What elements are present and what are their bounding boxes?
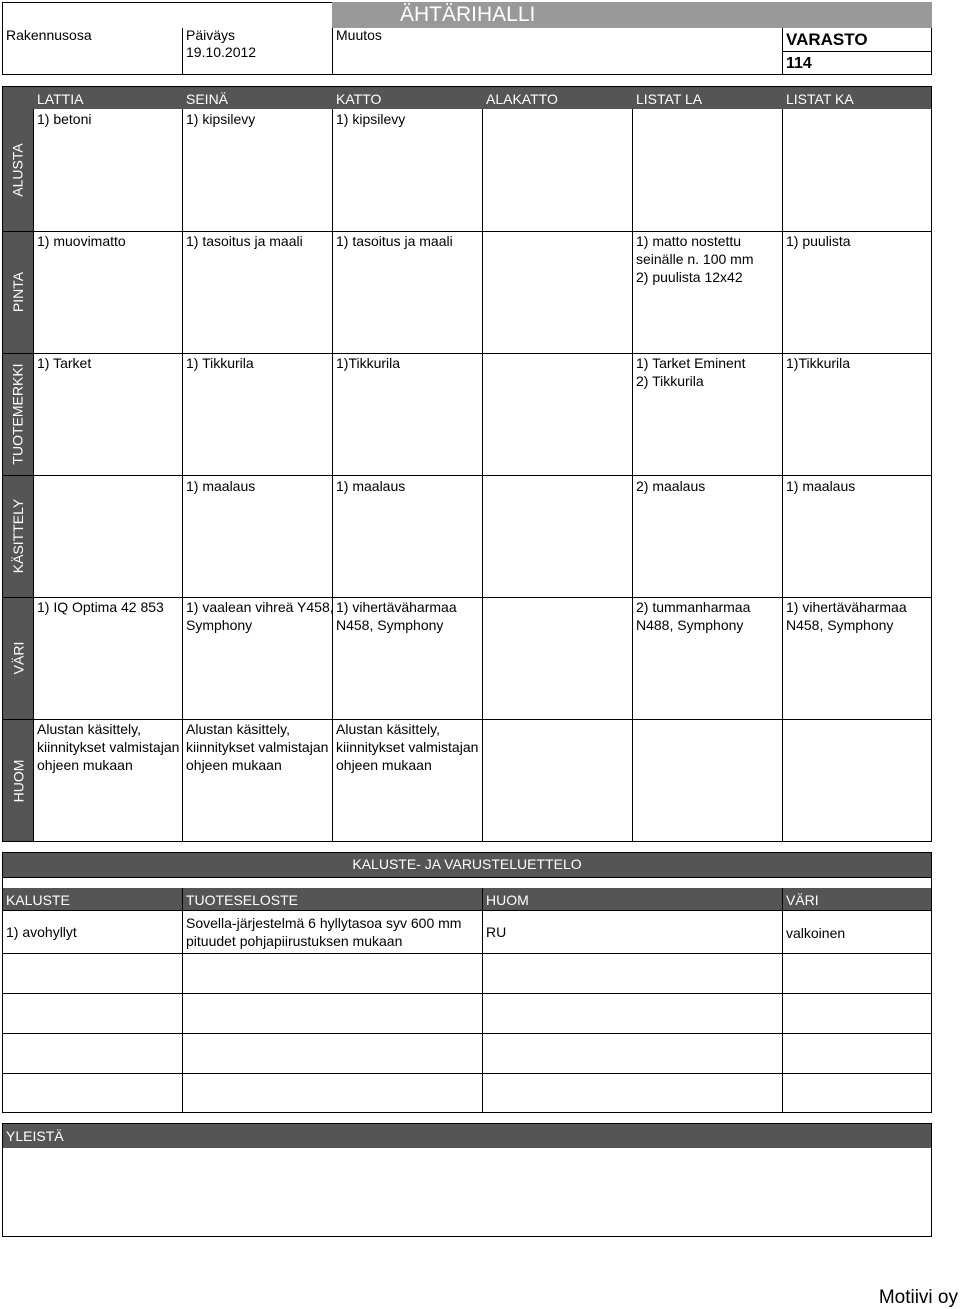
tuotemerkki-katto: 1)Tikkurila (336, 355, 401, 371)
pinta-listat-la: 1) matto nostettu seinälle n. 100 mm 2) puulista 12x42 (636, 233, 754, 285)
vari-seina: 1) vaalean vihreä Y458, Symphony (186, 599, 334, 633)
furniture-col-kaluste: KALUSTE (6, 892, 70, 908)
room-number: 114 (786, 55, 812, 72)
alusta-seina: 1) kipsilevy (186, 111, 256, 127)
col-header-seina: SEINÄ (186, 91, 229, 107)
huom-seina: Alustan käsittely, kiinnitykset valmistajan ohjeen mukaan (186, 721, 329, 773)
paivays-label: Päiväys (186, 27, 236, 43)
row-label-huom: HUOM (10, 759, 26, 802)
col-header-lattia: LATTIA (37, 91, 84, 107)
kasittely-listat-la: 2) maalaus (636, 478, 706, 494)
vari-lattia: 1) IQ Optima 42 853 (37, 599, 164, 615)
row-label-tuotemerkki: TUOTEMERKKI (10, 363, 26, 465)
furniture-col-vari: VÄRI (786, 892, 819, 908)
furniture-title: KALUSTE- JA VARUSTELUETTELO (352, 856, 582, 872)
alusta-lattia: 1) betoni (37, 111, 92, 127)
furniture-row-vari: valkoinen (786, 925, 846, 941)
pinta-lattia: 1) muovimatto (37, 233, 126, 249)
furniture-row-tuoteseloste: Sovella-järjestelmä 6 hyllytasoa syv 600 mm pituudet pohjapiirustuksen mukaan (186, 915, 462, 949)
kasittely-katto: 1) maalaus (336, 478, 406, 494)
paivays-value: 19.10.2012 (186, 44, 257, 60)
tuotemerkki-lattia: 1) Tarket (37, 355, 92, 371)
row-label-vari: VÄRI (10, 641, 26, 675)
col-header-listat-la: LISTAT LA (636, 91, 703, 107)
furniture-col-tuoteseloste: TUOTESELOSTE (186, 892, 299, 908)
furniture-row-huom: RU (486, 924, 507, 940)
furniture-col-huom: HUOM (486, 892, 529, 908)
pinta-katto: 1) tasoitus ja maali (336, 233, 453, 249)
kasittely-seina: 1) maalaus (186, 478, 256, 494)
vari-listat-ka: 1) vihertäväharmaa N458, Symphony (786, 599, 907, 633)
pinta-seina: 1) tasoitus ja maali (186, 233, 303, 249)
col-header-katto: KATTO (336, 91, 382, 107)
brand-footer: Motiivi oy (878, 1287, 958, 1308)
col-header-alakatto: ALAKATTO (486, 91, 558, 107)
rakennusosa-label: Rakennusosa (6, 27, 92, 43)
alusta-katto: 1) kipsilevy (336, 111, 406, 127)
vari-listat-la: 2) tummanharmaa N488, Symphony (636, 599, 751, 633)
tuotemerkki-listat-la: 1) Tarket Eminent 2) Tikkurila (636, 355, 746, 389)
muutos-label: Muutos (336, 27, 382, 43)
room-name: VARASTO (786, 30, 868, 49)
row-label-alusta: ALUSTA (10, 143, 26, 197)
huom-katto: Alustan käsittely, kiinnitykset valmistajan ohjeen mukaan (336, 721, 479, 773)
vari-katto: 1) vihertäväharmaa N458, Symphony (336, 599, 457, 633)
tuotemerkki-listat-ka: 1)Tikkurila (786, 355, 851, 371)
huom-lattia: Alustan käsittely, kiinnitykset valmistajan ohjeen mukaan (37, 721, 180, 773)
col-header-listat-ka: LISTAT KA (786, 91, 854, 107)
page-title: ÄHTÄRIHALLI (400, 3, 536, 26)
general-header-bar (3, 1124, 931, 1148)
row-label-kasittely: KÄSITTELY (10, 498, 26, 574)
pinta-listat-ka: 1) puulista (786, 233, 851, 249)
general-label: YLEISTÄ (6, 1128, 64, 1144)
tuotemerkki-seina: 1) Tikkurila (186, 355, 254, 371)
row-label-pinta: PINTA (10, 271, 27, 313)
furniture-row-kaluste: 1) avohyllyt (6, 924, 77, 940)
kasittely-listat-ka: 1) maalaus (786, 478, 856, 494)
